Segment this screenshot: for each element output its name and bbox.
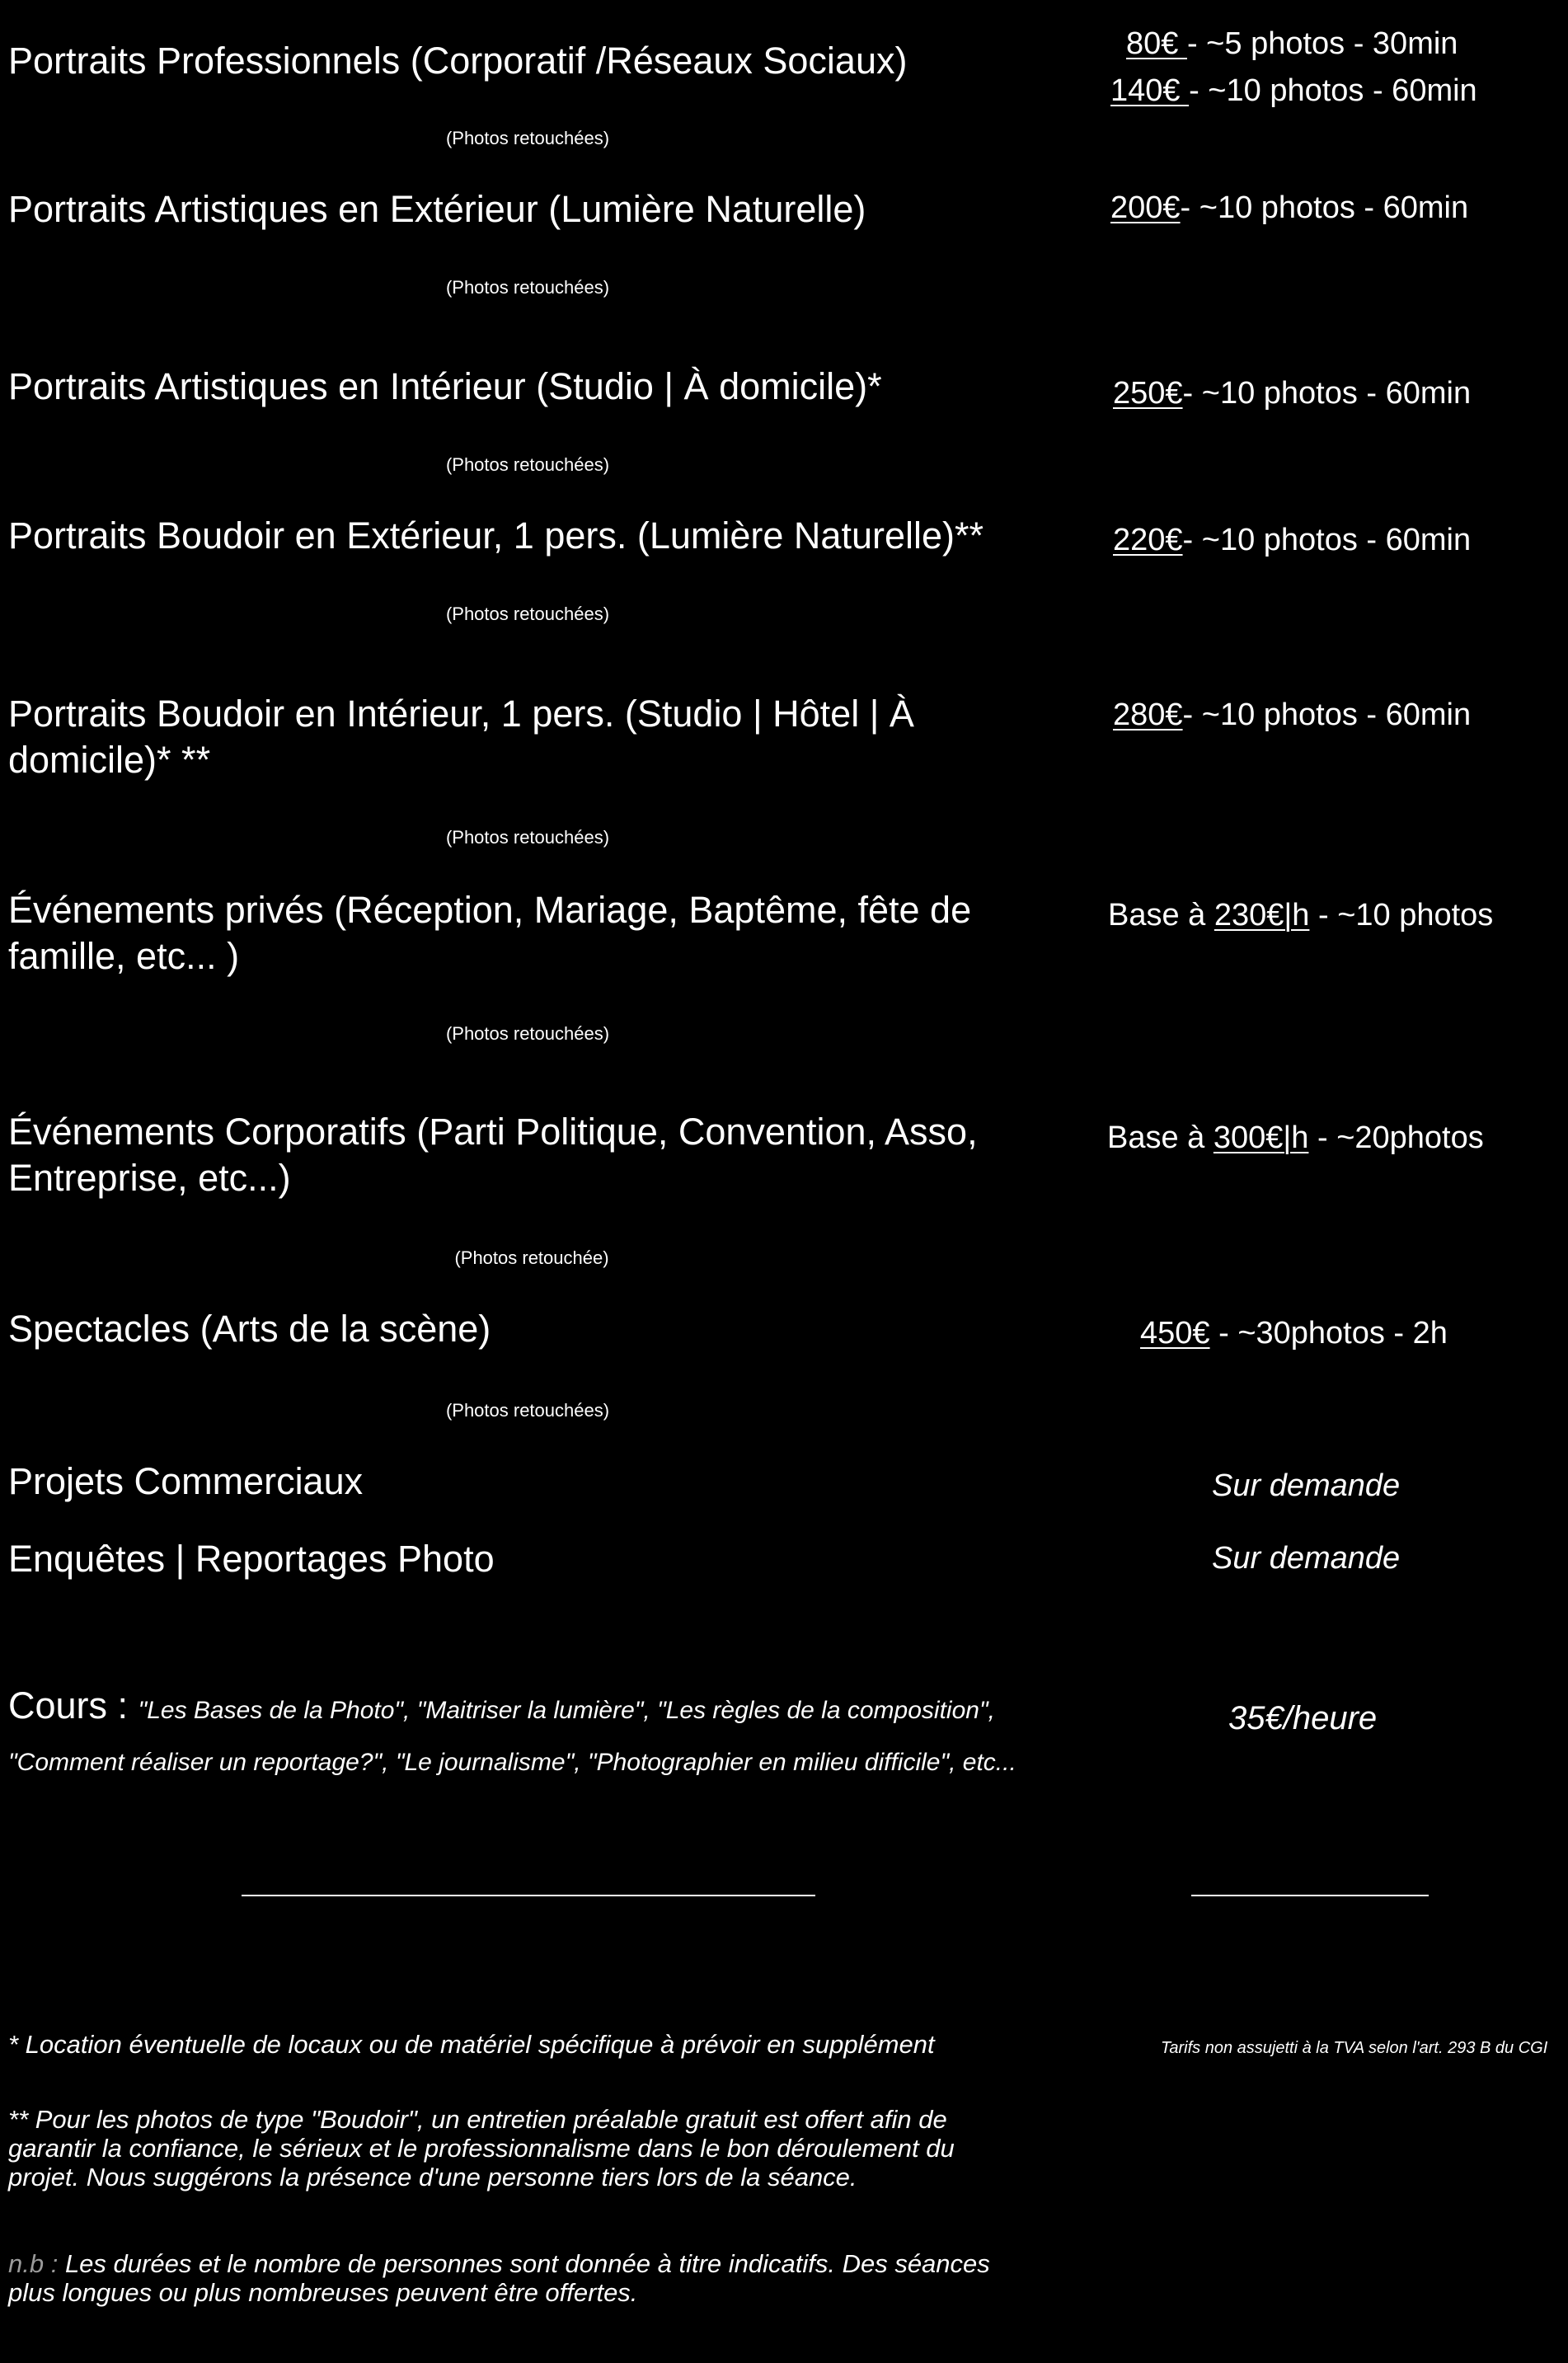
service-title: Événements privés (Réception, Mariage, Baptême, fête de famille, etc... ) bbox=[8, 889, 972, 977]
price-line bbox=[1126, 21, 1458, 67]
price-details: - ~5 photos - 30min bbox=[1186, 26, 1458, 61]
divider-right bbox=[1191, 1895, 1429, 1896]
price-details: - ~10 photos - 60min bbox=[1182, 376, 1472, 411]
footnote-tva: Tarifs non assujetti à la TVA selon l'art. 293 B du CGI bbox=[1161, 2039, 1548, 2057]
service-title: Portraits Boudoir en Extérieur, 1 pers. (Lumière Naturelle)** bbox=[8, 514, 984, 557]
service-title: Portraits Artistiques en Intérieur (Studio | À domicile)* bbox=[8, 365, 882, 407]
service-title: Projets Commerciaux bbox=[8, 1460, 364, 1502]
price-line bbox=[1110, 186, 1468, 231]
price-line bbox=[1110, 68, 1477, 114]
price-line bbox=[1113, 371, 1471, 416]
footnote-boudoir: ** Pour les photos de type "Boudoir", un entretien préalable gratuit est offert afin de garantir la confiance, le sérieux et le professionnalisme dans le bon déroulement du projet. Nous suggérons la présence d'une personne tiers lors de la séance. bbox=[8, 2105, 955, 2192]
price-amount: 80€ bbox=[1126, 26, 1187, 61]
price-amount: 450€ bbox=[1140, 1316, 1210, 1351]
retouch-note: (Photos retouchées) bbox=[445, 277, 610, 298]
courses-price: 35€/heure bbox=[1228, 1700, 1378, 1736]
price-details: - ~30photos - 2h bbox=[1209, 1316, 1448, 1351]
price-line bbox=[1107, 1116, 1484, 1161]
retouch-note: (Photos retouchées) bbox=[445, 604, 610, 624]
divider-left bbox=[242, 1895, 815, 1896]
price-details: - ~10 photos bbox=[1309, 898, 1494, 933]
price-amount: 140€ bbox=[1110, 73, 1190, 108]
price-details: - ~10 photos - 60min bbox=[1182, 698, 1472, 732]
courses-topics: "Les Bases de la Photo", "Maitriser la lumière", "Les règles de la composition", "Comment réaliser un reportage?", "Le journalisme", "Photographier en milieu difficile", etc... bbox=[8, 1697, 1016, 1776]
retouch-note: (Photos retouchées) bbox=[445, 1023, 610, 1044]
retouch-note: (Photos retouchée) bbox=[454, 1247, 609, 1268]
price-line bbox=[1113, 693, 1471, 738]
retouch-note: (Photos retouchées) bbox=[445, 454, 610, 475]
retouch-note: (Photos retouchées) bbox=[445, 128, 610, 148]
price-details: - ~10 photos - 60min bbox=[1180, 190, 1469, 225]
price-amount: 300€|h bbox=[1213, 1120, 1309, 1155]
service-title: Enquêtes | Reportages Photo bbox=[8, 1538, 495, 1580]
service-title: Portraits Artistiques en Extérieur (Lumière Naturelle) bbox=[8, 188, 866, 230]
price-amount: 280€ bbox=[1113, 698, 1183, 732]
price-on-request: Sur demande bbox=[1212, 1541, 1401, 1576]
price-amount: 200€ bbox=[1110, 190, 1181, 225]
service-title: Spectacles (Arts de la scène) bbox=[8, 1308, 491, 1350]
footnote-location: * Location éventuelle de locaux ou de matériel spécifique à prévoir en supplément bbox=[8, 2030, 935, 2059]
service-title: Événements Corporatifs (Parti Politique, Convention, Asso, Entreprise, etc...) bbox=[8, 1111, 978, 1199]
price-line bbox=[1140, 1311, 1448, 1356]
price-details: - ~20photos bbox=[1308, 1120, 1484, 1155]
price-prefix: Base à bbox=[1107, 1120, 1214, 1155]
price-details: - ~10 photos - 60min bbox=[1182, 523, 1472, 557]
service-title: Portraits Boudoir en Intérieur, 1 pers. (Studio | Hôtel | À domicile)* ** bbox=[8, 693, 914, 781]
courses-block bbox=[8, 1682, 1055, 1791]
price-line bbox=[1108, 893, 1493, 938]
nb-label: n.b : bbox=[8, 2249, 59, 2278]
price-amount: 220€ bbox=[1113, 523, 1183, 557]
footnote-nb bbox=[8, 2249, 1010, 2307]
price-amount: 230€|h bbox=[1214, 898, 1310, 933]
service-title: Portraits Professionnels (Corporatif /Réseaux Sociaux) bbox=[8, 40, 908, 82]
price-amount: 250€ bbox=[1113, 376, 1183, 411]
courses-label: Cours : bbox=[8, 1684, 138, 1726]
nb-text: Les durées et le nombre de personnes sont donnée à titre indicatifs. Des séances plus longues ou plus nombreuses peuvent être offertes. bbox=[8, 2249, 990, 2307]
retouch-note: (Photos retouchées) bbox=[445, 827, 610, 848]
price-on-request: Sur demande bbox=[1212, 1468, 1401, 1503]
price-line bbox=[1113, 518, 1471, 563]
price-details: - ~10 photos - 60min bbox=[1189, 73, 1477, 108]
price-prefix: Base à bbox=[1108, 898, 1214, 933]
retouch-note: (Photos retouchées) bbox=[445, 1400, 610, 1421]
